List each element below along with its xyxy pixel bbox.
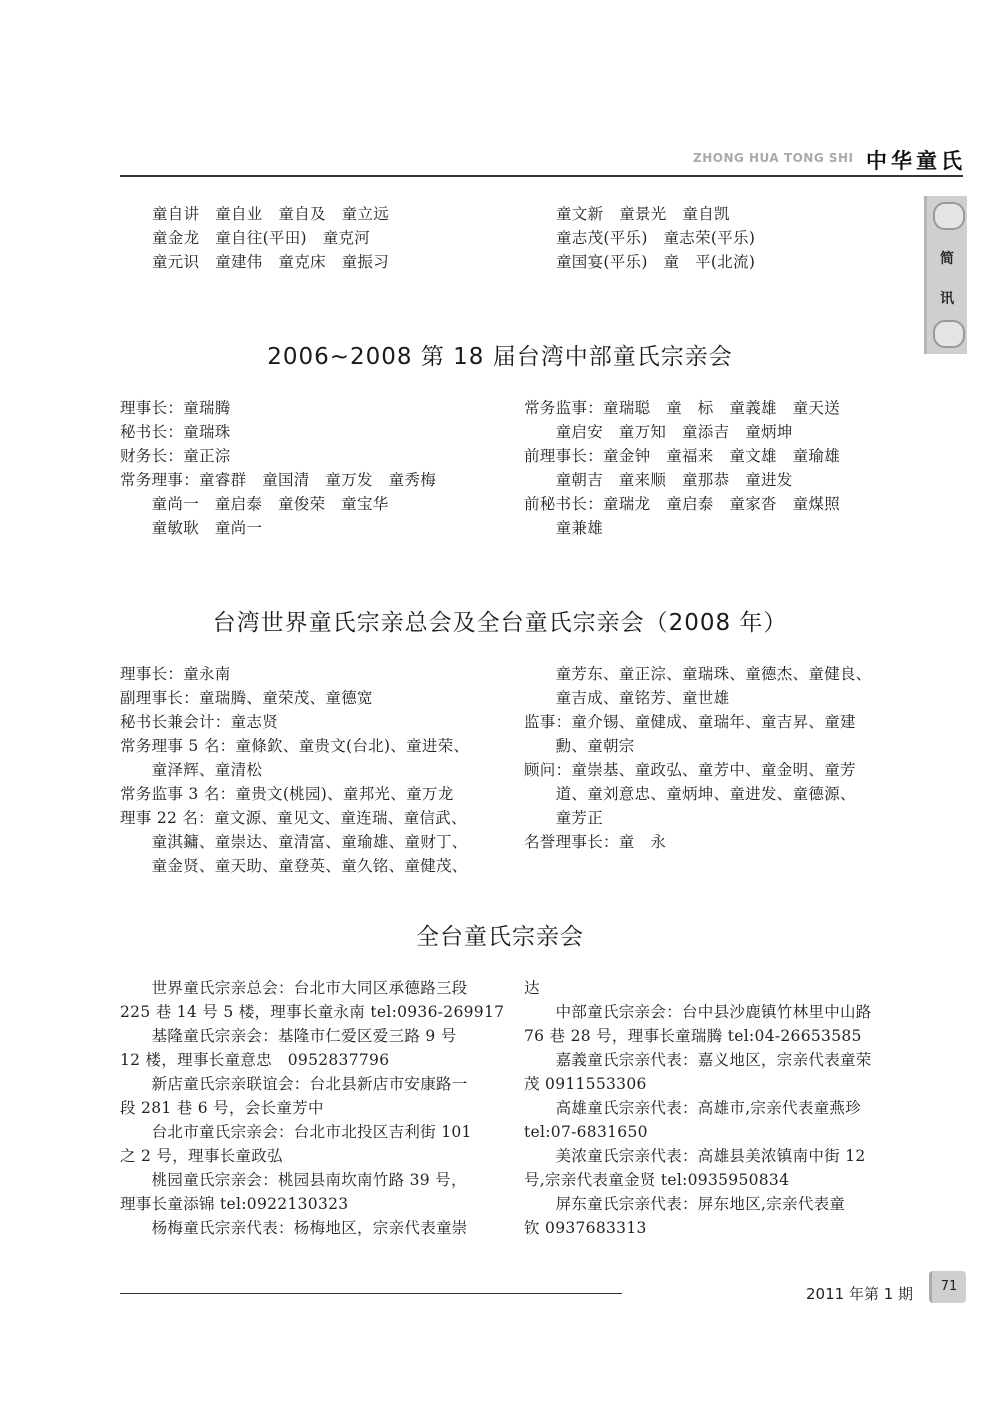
footer-rule <box>120 1293 622 1294</box>
list-item: 秘书长：童瑞珠 <box>120 423 231 441</box>
list-item: 世界童氏宗亲总会：台北市大同区承德路三段 <box>120 979 468 997</box>
list-item: 童尚一 童启泰 童俊荣 童宝华 <box>120 495 389 513</box>
list-item: 童芳正 <box>524 809 604 827</box>
list-item: 段 281 巷 6 号，会长童芳中 <box>120 1099 324 1117</box>
issue-label: 2011 年第 1 期 <box>806 1285 914 1303</box>
list-item: 理事 22 名：童文源、童见文、童连瑞、童信武、 <box>120 809 467 827</box>
side-section-tab <box>924 196 967 354</box>
list-item: 顾问：童崇基、童政弘、童芳中、童金明、童芳 <box>524 761 856 779</box>
list-item: 屏东童氏宗亲代表：屏东地区,宗亲代表童 <box>524 1195 846 1213</box>
list-item: 前秘书长：童瑞龙 童启泰 童家沓 童煤照 <box>524 495 841 513</box>
list-item: 名誉理事长：童 永 <box>524 833 667 851</box>
list-item: 副理事长：童瑞腾、童荣茂、童德宽 <box>120 689 373 707</box>
page-number: 71 <box>929 1271 966 1303</box>
list-item: 童淇鏞、童崇达、童清富、童瑜雄、童财丁、 <box>120 833 468 851</box>
list-item: 嘉義童氏宗亲代表：嘉义地区，宗亲代表童荣 <box>524 1051 872 1069</box>
list-item: 勳、童朝宗 <box>524 737 635 755</box>
list-item: 前理事长：童金钟 童福来 童文雄 童瑜雄 <box>524 447 841 465</box>
section-title: 台湾世界童氏宗亲总会及全台童氏宗亲会（2008 年） <box>212 610 788 636</box>
list-item: 理事长：童永南 <box>120 665 231 683</box>
list-item: 高雄童氏宗亲代表：高雄市,宗亲代表童燕珍 <box>524 1099 862 1117</box>
list-item: 达 <box>524 979 540 997</box>
list-item: 理事长：童瑞腾 <box>120 399 231 417</box>
list-item: 秘书长兼会计：童志贤 <box>120 713 279 731</box>
list-item: 225 巷 14 号 5 楼，理事长童永南 tel:0936-269917 <box>120 1003 505 1021</box>
list-item: 基隆童氏宗亲会：基隆市仁爱区爱三路 9 号 <box>120 1027 457 1045</box>
list-item: 童自讲 童自业 童自及 童立远 <box>152 205 390 223</box>
section-title: 2006~2008 第 18 届台湾中部童氏宗亲会 <box>267 344 733 370</box>
ornament-icon <box>933 202 965 230</box>
list-item: tel:07-6831650 <box>524 1123 648 1141</box>
list-item: 杨梅童氏宗亲代表：杨梅地区，宗亲代表童崇 <box>120 1219 468 1237</box>
list-item: 号,宗亲代表童金贤 tel:0935950834 <box>524 1171 790 1189</box>
list-item: 茂 0911553306 <box>524 1075 647 1093</box>
list-item: 桃园童氏宗亲会：桃园县南坎南竹路 39 号， <box>120 1171 467 1189</box>
list-item: 新店童氏宗亲联谊会：台北县新店市安康路一 <box>120 1075 468 1093</box>
list-item: 童兼雄 <box>524 519 604 537</box>
list-item: 76 巷 28 号，理事长童瑞腾 tel:04-26653585 <box>524 1027 862 1045</box>
list-item: 理事长童添锦 tel:0922130323 <box>120 1195 349 1213</box>
side-tab-char: 讯 <box>940 291 954 307</box>
list-item: 钦 0937683313 <box>524 1219 647 1237</box>
list-item: 监事：童介锡、童健成、童瑞年、童吉昇、童建 <box>524 713 856 731</box>
magazine-title-en: ZHONG HUA TONG SHI <box>693 151 854 165</box>
list-item: 常务监事：童瑞聪 童 标 童義雄 童天送 <box>524 399 841 417</box>
list-item: 之 2 号，理事长童政弘 <box>120 1147 283 1165</box>
list-item: 童启安 童万知 童添吉 童炳坤 <box>524 423 793 441</box>
section-title: 全台童氏宗亲会 <box>416 924 584 950</box>
list-item: 童金龙 童自往(平田) 童克河 <box>152 229 371 247</box>
list-item: 美浓童氏宗亲代表：高雄县美浓镇南中街 12 <box>524 1147 866 1165</box>
list-item: 童金贤、童天助、童登英、童久铭、童健茂、 <box>120 857 468 875</box>
list-item: 财务长：童正淙 <box>120 447 231 465</box>
list-item: 童文新 童景光 童自凯 <box>556 205 730 223</box>
list-item: 童芳东、童正淙、童瑞珠、童德杰、童健良、 <box>524 665 872 683</box>
list-item: 童吉成、童铭芳、童世雄 <box>524 689 730 707</box>
list-item: 童元识 童建伟 童克床 童振习 <box>152 253 390 271</box>
list-item: 台北市童氏宗亲会：台北市北投区吉利街 101 <box>120 1123 472 1141</box>
header-rule <box>120 175 963 177</box>
list-item: 12 楼，理事长童意忠 0952837796 <box>120 1051 390 1069</box>
list-item: 道、童刘意忠、童炳坤、童进发、童德源、 <box>524 785 856 803</box>
list-item: 童泽辉、童清松 <box>120 761 263 779</box>
list-item: 童敏耿 童尚一 <box>120 519 263 537</box>
list-item: 童朝吉 童来顺 童那恭 童进发 <box>524 471 793 489</box>
list-item: 中部童氏宗亲会：台中县沙鹿镇竹林里中山路 <box>524 1003 872 1021</box>
side-tab-char: 简 <box>940 251 954 267</box>
list-item: 童国宴(平乐) 童 平(北流) <box>556 253 756 271</box>
list-item: 童志茂(平乐) 童志荣(平乐) <box>556 229 756 247</box>
list-item: 常务理事：童睿群 童国清 童万发 童秀梅 <box>120 471 437 489</box>
list-item: 常务监事 3 名：童贵文(桃园)、童邦光、童万龙 <box>120 785 454 803</box>
list-item: 常务理事 5 名：童條欽、童贵文(台北)、童进荣、 <box>120 737 470 755</box>
magazine-title-cn: 中华童氏 <box>866 148 966 173</box>
